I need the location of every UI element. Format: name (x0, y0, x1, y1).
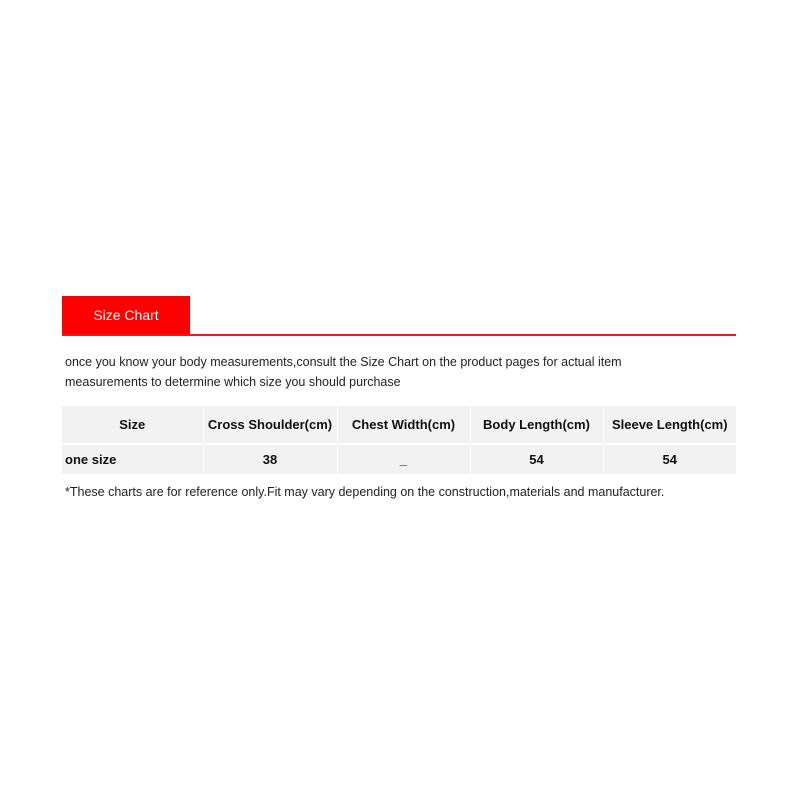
table-header-row (62, 406, 736, 444)
table-row (62, 444, 736, 474)
size-chart-header (62, 296, 736, 338)
header-divider (62, 334, 736, 336)
header-sleeve-length: Sleeve Length(cm) (603, 406, 736, 444)
intro-line-1: once you know your body measurements,consult the Size Chart on the product pages for actual item (65, 355, 622, 369)
cell-cross-shoulder: 38 (203, 444, 337, 474)
cell-sleeve-length: 54 (603, 444, 736, 474)
header-body-length: Body Length(cm) (470, 406, 603, 444)
footnote: *These charts are for reference only.Fit may vary depending on the construction,materials and manufacturer. (65, 485, 665, 499)
header-cross-shoulder: Cross Shoulder(cm) (203, 406, 337, 444)
cell-chest-width: _ (337, 444, 470, 474)
size-table (62, 406, 736, 474)
size-chart-title: Size Chart (62, 296, 190, 335)
cell-body-length: 54 (470, 444, 603, 474)
intro-text (65, 352, 725, 392)
header-chest-width: Chest Width(cm) (337, 406, 470, 444)
header-size: Size (62, 406, 203, 444)
cell-size: one size (62, 444, 203, 474)
intro-line-2: measurements to determine which size you should purchase (65, 375, 401, 389)
